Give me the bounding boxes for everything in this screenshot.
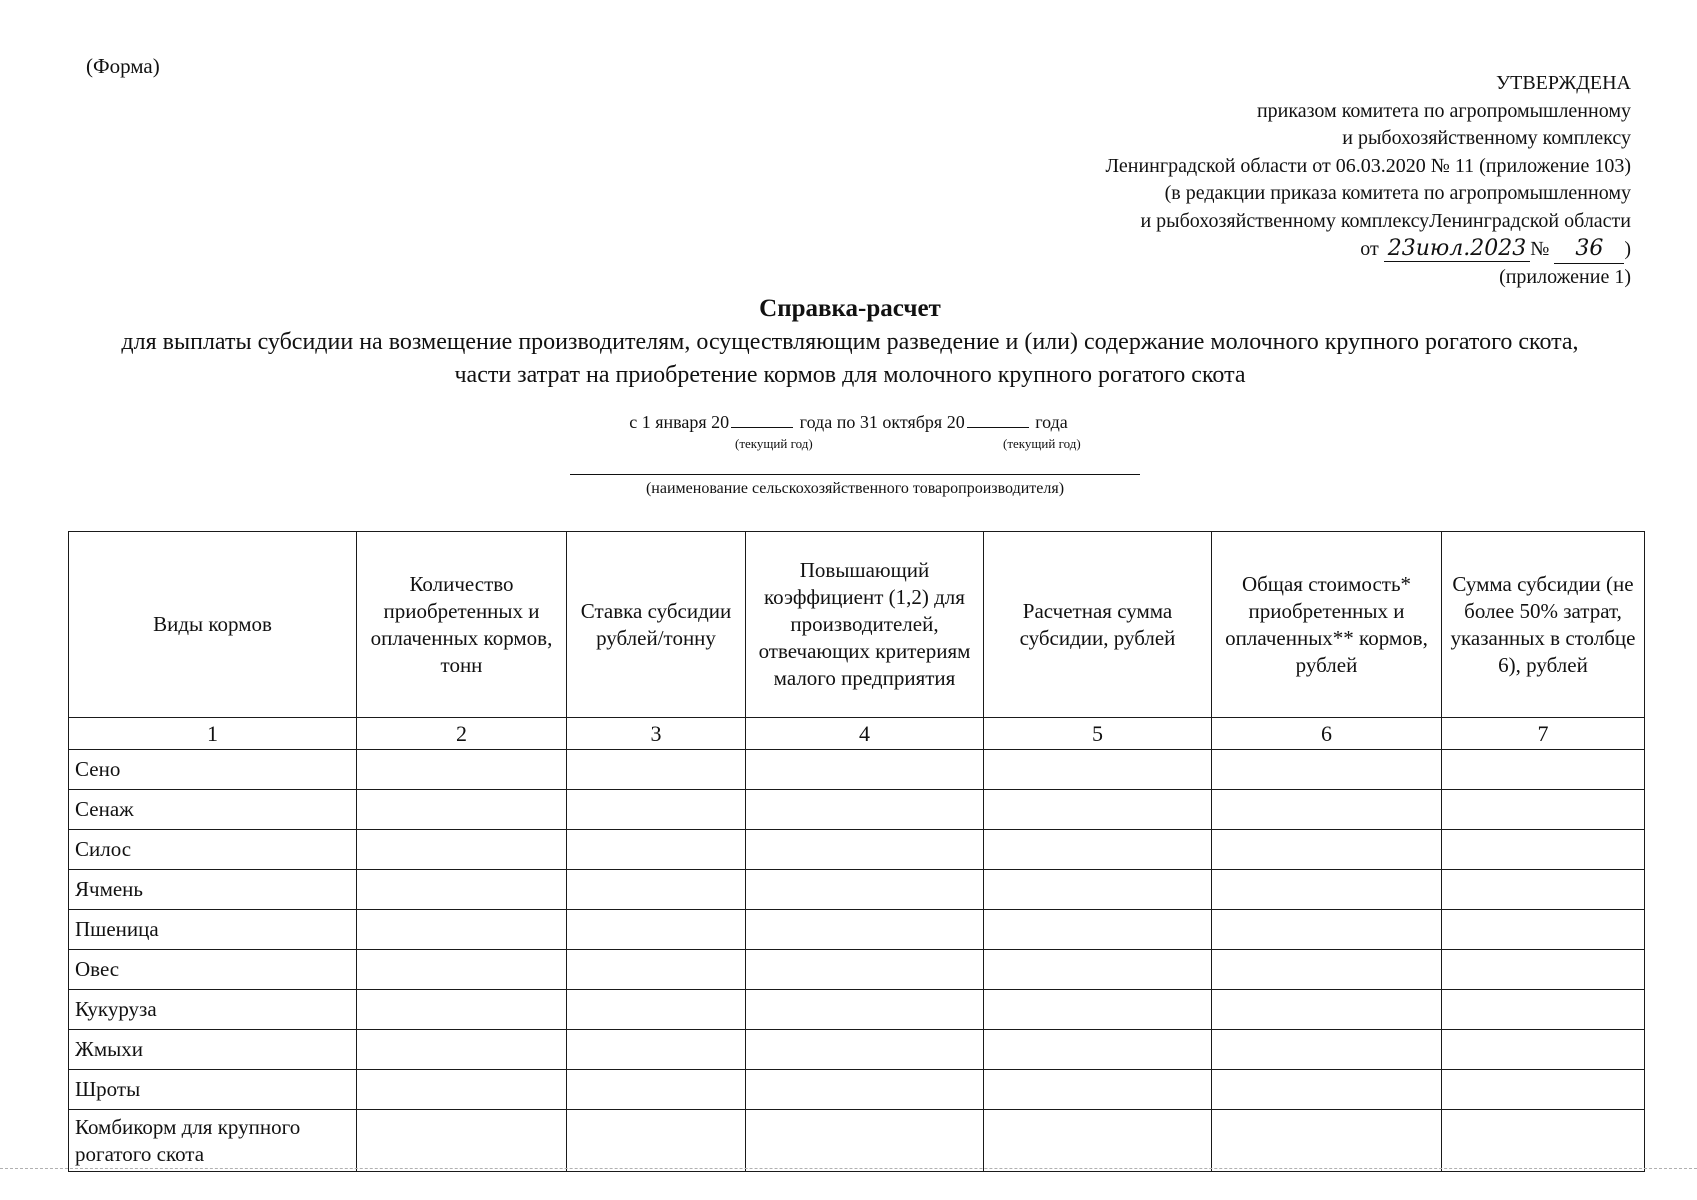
period-line: [0, 412, 1697, 433]
handwritten-order-date: 23июл.2023: [1384, 236, 1531, 262]
column-header-feed-type: Виды кормов: [69, 532, 357, 718]
total-cost-cell[interactable]: [1212, 870, 1442, 910]
total-cost-cell[interactable]: [1212, 830, 1442, 870]
subsidy-sum-cell[interactable]: [1442, 1030, 1645, 1070]
column-number: 2: [357, 718, 567, 750]
document-title: Справка-расчет: [759, 295, 941, 322]
subsidy-sum-cell[interactable]: [1442, 1070, 1645, 1110]
year-blank-end[interactable]: [967, 427, 1029, 428]
coefficient-cell[interactable]: [746, 910, 984, 950]
producer-caption: (наименование сельскохозяйственного товаропроизводителя): [645, 480, 1065, 497]
producer-name-field[interactable]: [570, 474, 1140, 475]
approval-line: Ленинградской области от 06.03.2020 № 11 (приложение 103): [1105, 154, 1631, 177]
calculated-sum-cell[interactable]: [984, 1030, 1212, 1070]
approval-stamp-block: [931, 70, 1631, 291]
calculated-sum-cell[interactable]: [984, 750, 1212, 790]
calculated-sum-cell[interactable]: [984, 870, 1212, 910]
quantity-cell[interactable]: [357, 830, 567, 870]
rate-cell[interactable]: [567, 1030, 746, 1070]
rate-cell[interactable]: [567, 990, 746, 1030]
column-header-subsidy-sum: Сумма субсидии (не более 50% затрат, указанных в столбце 6), рублей: [1442, 532, 1645, 718]
quantity-cell[interactable]: [357, 910, 567, 950]
rate-cell[interactable]: [567, 910, 746, 950]
subsidy-sum-cell[interactable]: [1442, 750, 1645, 790]
rate-cell[interactable]: [567, 750, 746, 790]
table-row: [69, 990, 1645, 1030]
total-cost-cell[interactable]: [1212, 790, 1442, 830]
calculated-sum-cell[interactable]: [984, 950, 1212, 990]
calculated-sum-cell[interactable]: [984, 830, 1212, 870]
coefficient-cell[interactable]: [746, 1110, 984, 1172]
column-header-total-cost: Общая стоимость* приобретенных и оплаченных** кормов, рублей: [1212, 532, 1442, 718]
feed-type-cell: Сено: [69, 750, 357, 790]
column-number: 3: [567, 718, 746, 750]
column-number-row: [69, 718, 1645, 750]
column-header-rate: Ставка субсидии рублей/тонну: [567, 532, 746, 718]
feed-type-cell: Сенаж: [69, 790, 357, 830]
table-row: [69, 870, 1645, 910]
column-number: 7: [1442, 718, 1645, 750]
feed-type-cell: Пшеница: [69, 910, 357, 950]
subsidy-sum-cell[interactable]: [1442, 950, 1645, 990]
subsidy-sum-cell[interactable]: [1442, 790, 1645, 830]
quantity-cell[interactable]: [357, 950, 567, 990]
total-cost-cell[interactable]: [1212, 1070, 1442, 1110]
total-cost-cell[interactable]: [1212, 1110, 1442, 1172]
total-cost-cell[interactable]: [1212, 990, 1442, 1030]
subsidy-sum-cell[interactable]: [1442, 910, 1645, 950]
order-number-label: №: [1530, 238, 1550, 260]
form-label: (Форма): [86, 54, 160, 78]
table-row: [69, 790, 1645, 830]
quantity-cell[interactable]: [357, 750, 567, 790]
total-cost-cell[interactable]: [1212, 750, 1442, 790]
quantity-cell[interactable]: [357, 790, 567, 830]
coefficient-cell[interactable]: [746, 750, 984, 790]
quantity-cell[interactable]: [357, 1070, 567, 1110]
column-header-calculated-sum: Расчетная сумма субсидии, рублей: [984, 532, 1212, 718]
rate-cell[interactable]: [567, 790, 746, 830]
total-cost-cell[interactable]: [1212, 910, 1442, 950]
calculated-sum-cell[interactable]: [984, 790, 1212, 830]
column-number: 6: [1212, 718, 1442, 750]
approval-line: УТВЕРЖДЕНА: [1495, 72, 1631, 94]
subsidy-sum-cell[interactable]: [1442, 830, 1645, 870]
order-date-line: [931, 235, 1631, 264]
quantity-cell[interactable]: [357, 870, 567, 910]
table-row: [69, 1110, 1645, 1172]
column-number: 5: [984, 718, 1212, 750]
approval-line: (в редакции приказа комитета по агропромышленному: [1164, 182, 1631, 204]
feed-type-cell: Кукуруза: [69, 990, 357, 1030]
current-year-hint: (текущий год): [1003, 436, 1081, 451]
appendix-note: (приложение 1): [1499, 265, 1631, 288]
feed-type-cell: Жмыхи: [69, 1030, 357, 1070]
coefficient-cell[interactable]: [746, 870, 984, 910]
column-number: 1: [69, 718, 357, 750]
subsidy-sum-cell[interactable]: [1442, 990, 1645, 1030]
subsidy-sum-cell[interactable]: [1442, 1110, 1645, 1172]
approval-line: и рыбохозяйственному комплексу: [1342, 127, 1631, 149]
coefficient-cell[interactable]: [746, 1070, 984, 1110]
rate-cell[interactable]: [567, 950, 746, 990]
coefficient-cell[interactable]: [746, 830, 984, 870]
scan-page-edge: [0, 1168, 1697, 1169]
period-from-text: с 1 января 20: [629, 412, 730, 432]
calculated-sum-cell[interactable]: [984, 910, 1212, 950]
approval-line: приказом комитета по агропромышленному: [1256, 99, 1631, 122]
table-row: [69, 950, 1645, 990]
coefficient-cell[interactable]: [746, 1030, 984, 1070]
order-suffix: ): [1624, 238, 1631, 260]
handwritten-order-number: 36: [1554, 235, 1624, 264]
column-number: 4: [746, 718, 984, 750]
quantity-cell[interactable]: [357, 990, 567, 1030]
column-header-quantity: Количество приобретенных и оплаченных кормов, тонн: [357, 532, 567, 718]
period-end-text: года: [1035, 412, 1068, 432]
period-middle-text: года по 31 октября 20: [799, 412, 965, 432]
calculated-sum-cell[interactable]: [984, 1070, 1212, 1110]
rate-cell[interactable]: [567, 870, 746, 910]
document-subtitle: для выплаты субсидии на возмещение производителям, осуществляющим разведение и (или) содержание молочного крупного рогатого скота, части затрат на приобретение кормов для молочного крупного рогатого скота: [121, 329, 1579, 388]
quantity-cell[interactable]: [357, 1110, 567, 1172]
quantity-cell[interactable]: [357, 1030, 567, 1070]
feed-type-cell: Овес: [69, 950, 357, 990]
total-cost-cell[interactable]: [1212, 1030, 1442, 1070]
feed-type-cell: Силос: [69, 830, 357, 870]
coefficient-cell[interactable]: [746, 950, 984, 990]
rate-cell[interactable]: [567, 830, 746, 870]
table-row: [69, 830, 1645, 870]
calculated-sum-cell[interactable]: [984, 1110, 1212, 1172]
table-row: [69, 910, 1645, 950]
approval-line: и рыбохозяйственному комплексуЛенинградской области: [1140, 209, 1631, 232]
calculated-sum-cell[interactable]: [984, 990, 1212, 1030]
subsidy-sum-cell[interactable]: [1442, 870, 1645, 910]
feed-subsidy-table: [68, 531, 1645, 1172]
table-row: [69, 750, 1645, 790]
coefficient-cell[interactable]: [746, 790, 984, 830]
table-header-row: [69, 532, 1645, 718]
total-cost-cell[interactable]: [1212, 950, 1442, 990]
year-blank-start[interactable]: [731, 427, 793, 428]
order-prefix: от: [1360, 238, 1379, 260]
feed-type-cell: Шроты: [69, 1070, 357, 1110]
rate-cell[interactable]: [567, 1070, 746, 1110]
table-row: [69, 1030, 1645, 1070]
rate-cell[interactable]: [567, 1110, 746, 1172]
column-header-coefficient: Повышающий коэффициент (1,2) для производителей, отвечающих критериям малого предприятия: [746, 532, 984, 718]
feed-type-cell: Комбикорм для крупного рогатого скота: [69, 1110, 357, 1172]
coefficient-cell[interactable]: [746, 990, 984, 1030]
document-heading: [110, 294, 1590, 392]
current-year-hint: (текущий год): [735, 436, 813, 451]
feed-type-cell: Ячмень: [69, 870, 357, 910]
table-row: [69, 1070, 1645, 1110]
